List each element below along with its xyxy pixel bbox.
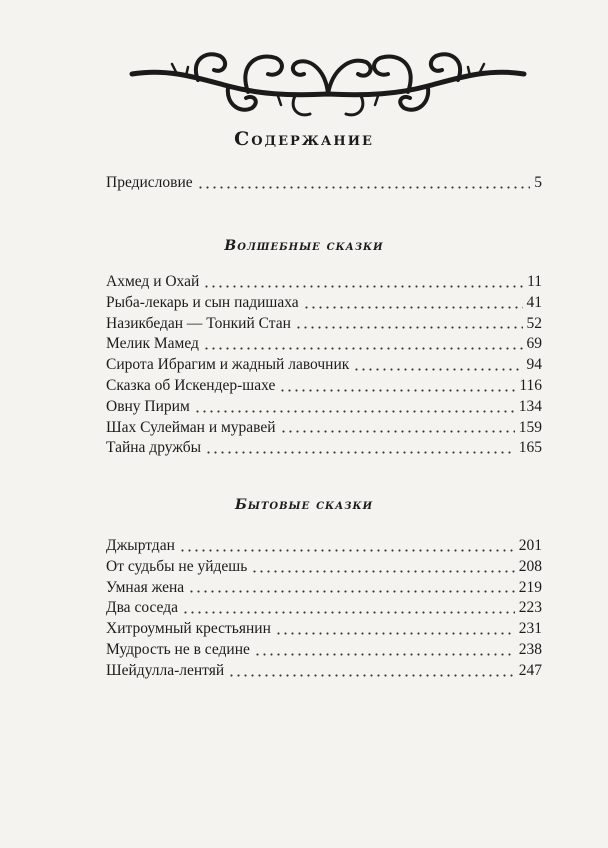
toc-entry-title: Шейдулла-лентяй [106, 661, 225, 679]
toc-entry[interactable] [106, 640, 542, 661]
toc-entry-title: Мудрость не в седине [106, 640, 250, 658]
toc-entry-title: Джыртдан [106, 537, 175, 554]
toc-entry[interactable] [106, 376, 542, 397]
toc-entry-title: Предисловие [106, 174, 193, 191]
section-list-everyday-tales [106, 536, 542, 682]
toc-entry[interactable] [106, 578, 542, 599]
dot-leader [353, 367, 522, 372]
toc-entry-page: 5 [534, 174, 542, 191]
toc-entry-title: Мелик Мамед [106, 335, 199, 353]
toc-entry-page: 219 [518, 578, 542, 596]
toc-entry-title: Овну Пирим [106, 397, 190, 415]
dot-leader [182, 610, 515, 615]
toc-entry[interactable] [106, 397, 542, 418]
toc-entry-title: Назикбедан — Тонкий Стан [106, 314, 291, 332]
toc-entry-page: 208 [518, 557, 542, 575]
dot-leader [203, 284, 523, 289]
dot-leader [228, 673, 515, 678]
vine-ornament [128, 38, 528, 122]
section-list-magic-tales [106, 272, 542, 459]
toc-entry-page: 159 [518, 418, 542, 436]
toc-entry[interactable] [106, 536, 542, 557]
dot-leader [251, 569, 514, 574]
toc-entry-title: Шах Сулейман и муравей [106, 418, 276, 436]
dot-leader [254, 652, 515, 657]
toc-entry-page: 52 [526, 314, 542, 332]
dot-leader [203, 346, 523, 351]
toc-entry-page: 134 [518, 397, 542, 415]
toc-entry-title: Рыба-лекарь и сын падишаха [106, 293, 299, 311]
toc-entry[interactable] [106, 661, 542, 682]
toc-entry[interactable] [106, 355, 542, 376]
toc-entry-title: Тайна дружбы [106, 439, 202, 457]
toc-entry-title: Умная жена [106, 578, 185, 596]
toc-heading: Содержание [234, 128, 374, 150]
dot-leader [295, 325, 523, 330]
toc-entry-page: 41 [526, 293, 542, 311]
toc-entry[interactable] [106, 272, 542, 293]
dot-leader [179, 548, 515, 553]
toc-entry-title: Ахмед и Охай [106, 273, 200, 290]
toc-entry-page: 94 [526, 356, 542, 374]
dot-leader [188, 589, 515, 594]
toc-entry[interactable] [106, 557, 542, 578]
toc-entry-page: 69 [526, 335, 542, 353]
toc-entry[interactable] [106, 619, 542, 640]
toc-entry[interactable] [106, 334, 542, 355]
toc-entry-page: 247 [518, 661, 542, 679]
toc-entry-page: 238 [518, 640, 542, 658]
toc-entry-page: 116 [519, 376, 542, 394]
toc-entry-page: 201 [518, 537, 542, 554]
dot-leader [205, 450, 515, 455]
toc-entry-page: 165 [518, 439, 542, 457]
toc-entry[interactable] [106, 438, 542, 459]
section-title-magic-tales: Волшебные сказки [224, 238, 384, 254]
toc-entry-page: 11 [527, 273, 542, 290]
dot-leader [197, 185, 531, 190]
toc-entry-title: Сказка об Искендер-шахе [106, 376, 276, 394]
toc-entry[interactable] [106, 598, 542, 619]
dot-leader [275, 631, 515, 636]
toc-entry-page: 231 [518, 620, 542, 638]
preface-list [106, 173, 542, 194]
toc-entry-title: От судьбы не уйдешь [106, 557, 248, 575]
toc-entry-preface[interactable] [106, 173, 542, 194]
toc-entry-title: Два соседа [106, 599, 178, 617]
toc-entry-page: 223 [518, 599, 542, 617]
dot-leader [303, 305, 523, 310]
toc-entry[interactable] [106, 293, 542, 314]
dot-leader [194, 409, 515, 414]
toc-entry-title: Хитроумный крестьянин [106, 620, 271, 638]
toc-entry-title: Сирота Ибрагим и жадный лавочник [106, 356, 350, 374]
dot-leader [280, 429, 515, 434]
dot-leader [279, 388, 515, 393]
toc-entry[interactable] [106, 314, 542, 335]
section-title-everyday-tales: Бытовые сказки [234, 497, 374, 513]
toc-entry[interactable] [106, 418, 542, 439]
